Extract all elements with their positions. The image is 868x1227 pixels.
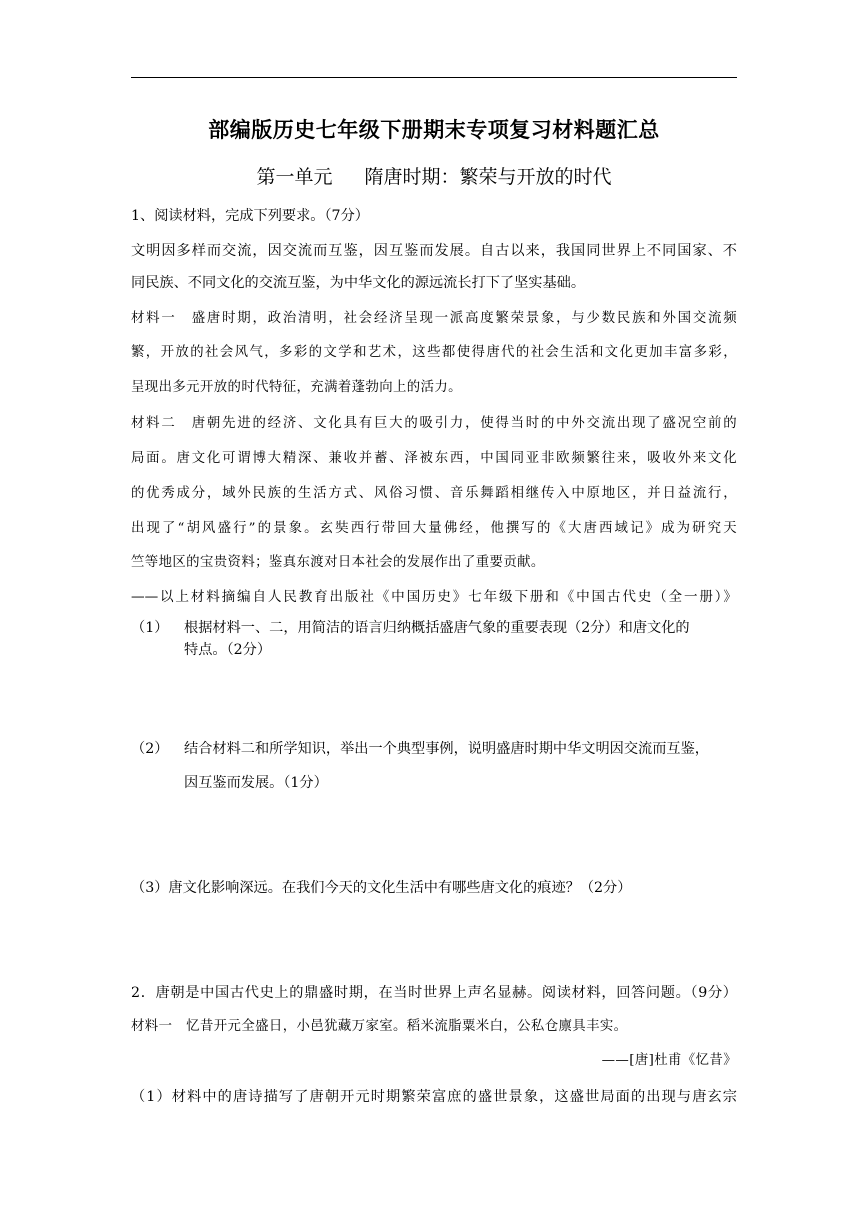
unit-number: 第一单元	[256, 166, 333, 188]
q1-material1-line: 材料一 盛唐时期，政治清明，社会经济呈现一派高度繁荣景象，与少数民族和外国交流频	[131, 311, 737, 326]
q1-sub2-line: 因互鉴而发展。（1分）	[184, 775, 328, 791]
q1-sub1-line: 根据材料一、二，用简洁的语言归纳概括盛唐气象的重要表现（2分）和唐文化的	[184, 620, 690, 636]
q1-intro-line: 同民族、不同文化的交流互鉴，为中华文化的源远流长打下了坚实基础。	[131, 275, 586, 291]
q1-source: ——以上材料摘编自人民教育出版社《中国历史》七年级下册和《中国古代史（全一册）》	[131, 589, 737, 605]
q2-attribution: ——[唐]杜甫《忆昔》	[601, 1053, 737, 1068]
q1-material1-line: 繁，开放的社会风气，多彩的文学和艺术，这些都使得唐代的社会生活和文化更加丰富多彩，	[131, 345, 737, 360]
q1-sub3: （3）唐文化影响深远。在我们今天的文化生活中有哪些唐文化的痕迹？（2分）	[131, 880, 632, 896]
q2-material1: 材料一 忆昔开元全盛日，小邑犹藏万家室。稻米流脂粟米白，公私仓廪具丰实。	[131, 1019, 628, 1034]
page-title: 部编版历史七年级下册期末专项复习材料题汇总	[208, 118, 660, 142]
q1-sub1-line: 特点。（2分）	[184, 642, 272, 658]
q2-sub1-line: （1）材料中的唐诗描写了唐朝开元时期繁荣富庶的盛世景象，这盛世局面的出现与唐玄宗	[131, 1089, 737, 1105]
header-rule	[131, 77, 737, 78]
q1-material2-line: 的优秀成分，域外民族的生活方式、风俗习惯、音乐舞蹈相继传入中原地区，并日益流行，	[131, 486, 737, 501]
q1-intro-line: 文明因多样而交流，因交流而互鉴，因互鉴而发展。自古以来，我国同世界上不同国家、不	[131, 243, 737, 259]
unit-heading	[0, 162, 868, 189]
q1-material2-line: 竺等地区的宝贵资料；鉴真东渡对日本社会的发展作出了重要贡献。	[131, 555, 545, 570]
q1-prompt: 1、阅读材料，完成下列要求。（7分）	[131, 208, 369, 224]
q1-material1-line: 呈现出多元开放的时代特征，充满着蓬勃向上的活力。	[131, 380, 462, 395]
q1-sub1-number: （1）	[131, 620, 169, 636]
unit-title: 隋唐时期：繁荣与开放的时代	[364, 166, 612, 188]
q1-material2-line: 出现了“胡风盛行”的景象。玄奘西行带回大量佛经，他撰写的《大唐西域记》成为研究天	[131, 521, 737, 536]
q1-material2-line: 材料二 唐朝先进的经济、文化具有巨大的吸引力，使得当时的中外交流出现了盛况空前的	[131, 416, 737, 431]
q1-sub2-line: 结合材料二和所学知识，举出一个典型事例，说明盛唐时期中华文明因交流而互鉴，	[184, 741, 709, 757]
q1-sub2-number: （2）	[131, 741, 169, 757]
q1-material2-line: 局面。唐文化可谓博大精深、兼收并蓄、泽被东西，中国同亚非欧频繁往来，吸收外来文化	[131, 451, 737, 466]
q2-prompt: 2．唐朝是中国古代史上的鼎盛时期，在当时世界上声名显赫。阅读材料，回答问题。（9分）	[131, 985, 737, 1001]
